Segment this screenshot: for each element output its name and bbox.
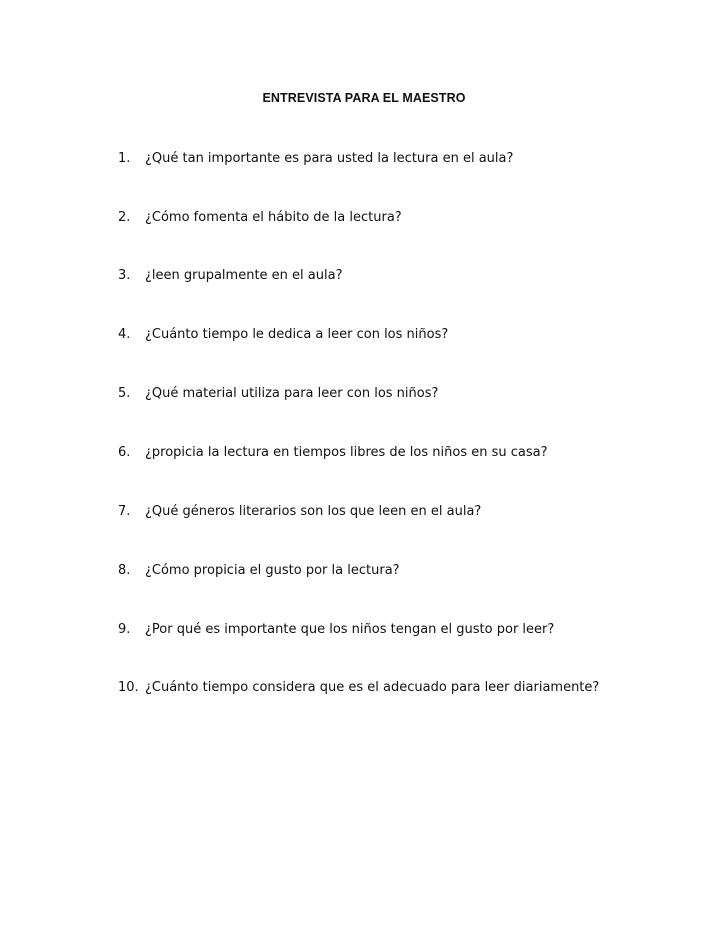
question-number: 9. (118, 622, 131, 637)
question-number: 2. (118, 210, 131, 225)
document-title: ENTREVISTA PARA EL MAESTRO (262, 91, 466, 105)
question-item (118, 620, 628, 639)
question-text: ¿Qué material utiliza para leer con los niños? (145, 386, 439, 401)
question-text: ¿Cuánto tiempo considera que es el adecuado para leer diariamente? (145, 680, 600, 695)
question-item (118, 502, 628, 521)
question-number: 6. (118, 445, 131, 460)
question-text: ¿Cuánto tiempo le dedica a leer con los niños? (145, 327, 449, 342)
question-number: 8. (118, 563, 131, 578)
question-item (118, 208, 628, 227)
question-number: 7. (118, 504, 131, 519)
question-item (118, 443, 628, 462)
question-text: ¿Cómo propicia el gusto por la lectura? (145, 563, 400, 578)
question-item (118, 384, 628, 403)
question-item (118, 561, 628, 580)
question-text: ¿Por qué es importante que los niños tengan el gusto por leer? (145, 622, 555, 637)
question-number: 5. (118, 386, 131, 401)
question-number: 4. (118, 327, 131, 342)
question-item (118, 149, 628, 168)
question-text: ¿Qué tan importante es para usted la lectura en el aula? (145, 151, 514, 166)
question-number: 1. (118, 151, 131, 166)
question-number: 10. (118, 680, 139, 695)
question-item (118, 325, 628, 344)
question-text: ¿leen grupalmente en el aula? (145, 268, 343, 283)
question-number: 3. (118, 268, 131, 283)
question-item (118, 266, 628, 285)
question-item (118, 678, 628, 697)
question-text: ¿Qué géneros literarios son los que leen en el aula? (145, 504, 482, 519)
question-text: ¿propicia la lectura en tiempos libres de los niños en su casa? (145, 445, 548, 460)
question-text: ¿Cómo fomenta el hábito de la lectura? (145, 210, 402, 225)
